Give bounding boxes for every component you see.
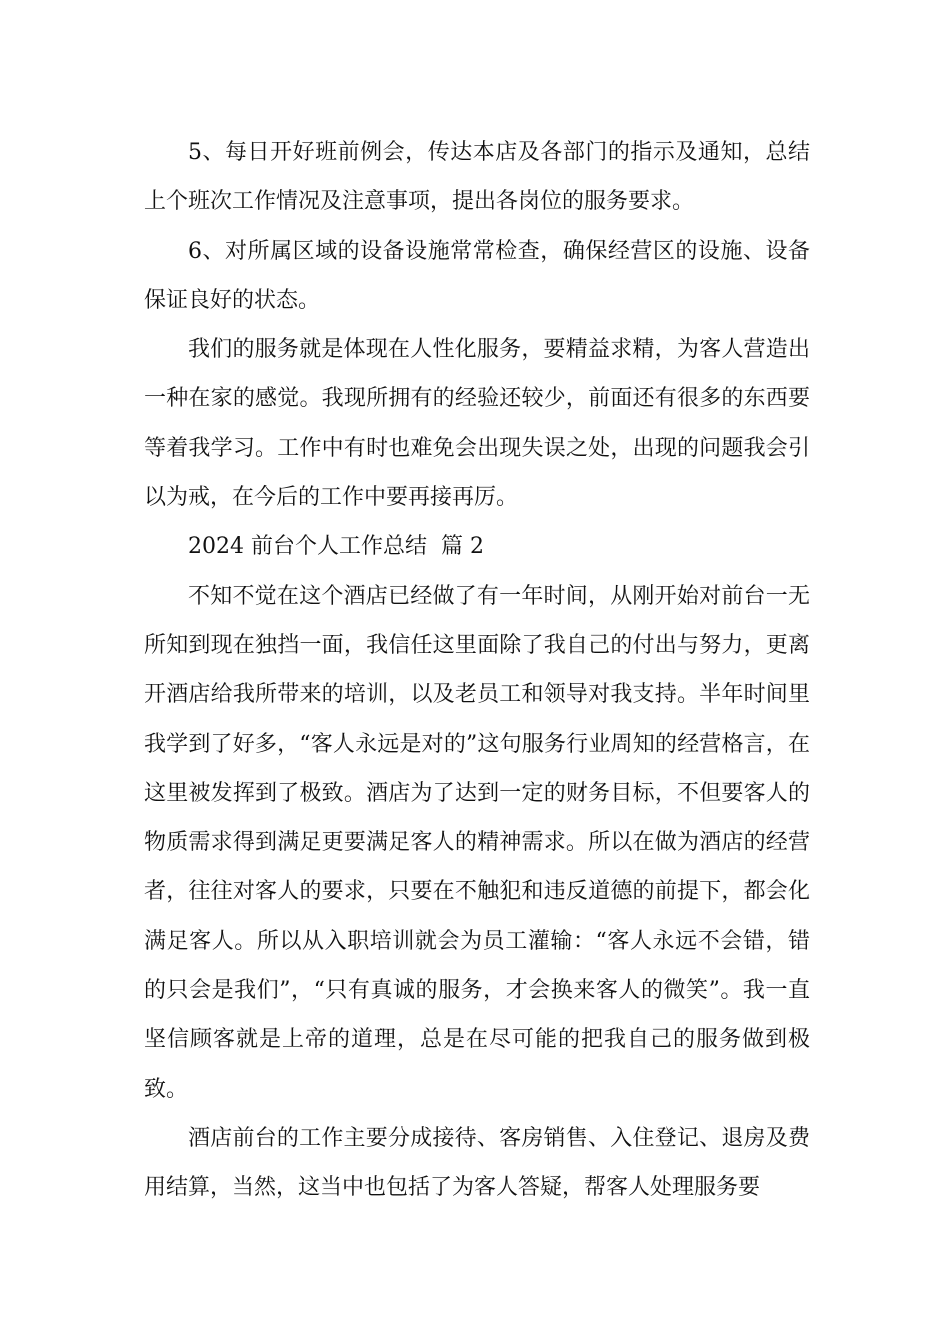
document-body [144,128,810,1213]
paragraph-front-desk-duties: 酒店前台的工作主要分成接待、客房销售、入住登记、退房及费用结算，当然，这当中也包括了为客人答疑，帮客人处理服务要 [144,1125,810,1201]
paragraph-item-5: 5、每日开好班前例会，传达本店及各部门的指示及通知，总结上个班次工作情况及注意事项，提出各岗位的服务要求。 [144,140,810,215]
paragraph-service-summary: 我们的服务就是体现在人性化服务，要精益求精，为客人营造出一种在家的感觉。我现所拥有的经验还较少，前面还有很多的东西要等着我学习。工作中有时也难免会出现失误之处，出现的问题我会引以为戒，在今后的工作中要再接再厉。 [144,337,810,511]
paragraph-year-experience: 不知不觉在这个酒店已经做了有一年时间，从刚开始对前台一无所知到现在独挡一面，我信任这里面除了我自己的付出与努力，更离开酒店给我所带来的培训，以及老员工和领导对我支持。半年时间里我学到了好多，“客人永远是对的”这句服务行业周知的经营格言，在这里被发挥到了极致。酒店为了达到一定的财务目标，不但要客人的物质需求得到满足更要满足客人的精神需求。所以在做为酒店的经营者，往往对客人的要求，只要在不触犯和违反道德的前提下，都会化满足客人。所以从入职培训就会为员工灌输：“客人永远不会错，错的只会是我们”，“只有真诚的服务，才会换来客人的微笑”。我一直坚信顾客就是上帝的道理，总是在尽可能的把我自己的服务做到极致。 [144,583,810,1102]
section-heading: 2024 前台个人工作总结 篇 2 [188,534,484,560]
paragraph-item-6: 6、对所属区域的设备设施常常检查，确保经营区的设施、设备保证良好的状态。 [144,238,810,313]
